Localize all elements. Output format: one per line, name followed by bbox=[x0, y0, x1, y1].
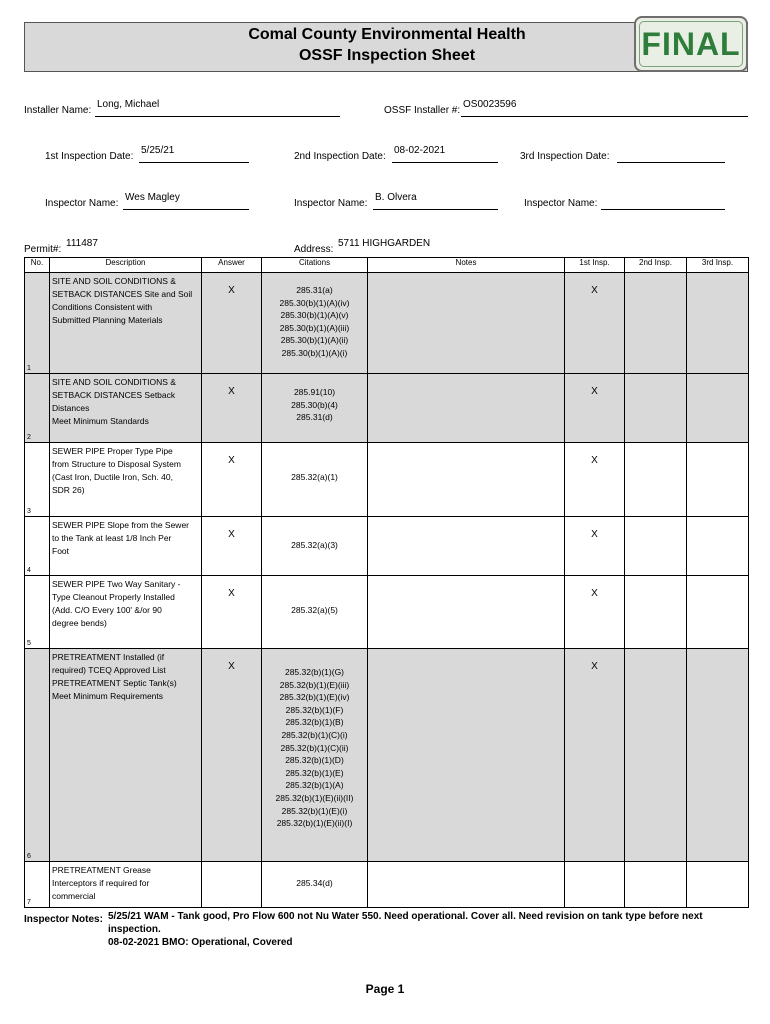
inspection3-date-line bbox=[617, 162, 725, 163]
row-answer[interactable]: X bbox=[202, 374, 262, 443]
row-number: 1 bbox=[25, 273, 50, 374]
table-row bbox=[25, 862, 749, 908]
table-row bbox=[25, 517, 749, 576]
form-subtitle: OSSF Inspection Sheet bbox=[298, 47, 476, 64]
row-citations: 285.32(a)(3) bbox=[262, 517, 368, 576]
row-citations: 285.31(a) 285.30(b)(1)(A)(iv) 285.30(b)(1)(A)(v) 285.30(b)(1)(A)(iii) 285.30(b)(1)(A)(ii) 285.30(b)(1)(A)(i) bbox=[262, 273, 368, 374]
row-number: 3 bbox=[25, 443, 50, 517]
row-insp2[interactable] bbox=[625, 576, 687, 649]
row-notes[interactable] bbox=[368, 649, 565, 862]
col-notes-header: Notes bbox=[368, 258, 565, 273]
inspector1-value[interactable]: Wes Magley bbox=[125, 192, 180, 203]
inspection2-date-value[interactable]: 08-02-2021 bbox=[394, 145, 446, 156]
row-description: SEWER PIPE Slope from the Sewer to the Tank at least 1/8 Inch Per Foot bbox=[50, 517, 202, 576]
row-citations: 285.91(10) 285.30(b)(4) 285.31(d) bbox=[262, 374, 368, 443]
row-notes[interactable] bbox=[368, 517, 565, 576]
row-citations: 285.32(b)(1)(G) 285.32(b)(1)(E)(iii) 285.32(b)(1)(E)(iv) 285.32(b)(1)(F) 285.32(b)(1)(B) 285.32(b)(1)(C)(i) 285.32(b)(1)(C)(ii) 285.32(b)(1)(D) 285.32(b)(1)(E) 285.32(b)(1)(A) 285.32(b)(1)(E)(ii)(II) 285.32(b)(1)(E)(i) 285.32(b)(1)(E)(ii)(I) bbox=[262, 649, 368, 862]
table-row bbox=[25, 443, 749, 517]
row-answer[interactable] bbox=[202, 862, 262, 908]
row-description: SITE AND SOIL CONDITIONS & SETBACK DISTANCES Site and Soil Conditions Consistent with Submitted Planning Materials bbox=[50, 273, 202, 374]
row-insp1[interactable]: X bbox=[565, 443, 625, 517]
row-number: 2 bbox=[25, 374, 50, 443]
row-insp3[interactable] bbox=[687, 649, 749, 862]
inspection2-date-line bbox=[392, 162, 498, 163]
row-insp1[interactable]: X bbox=[565, 576, 625, 649]
inspector1-line bbox=[123, 209, 249, 210]
row-insp1[interactable] bbox=[565, 862, 625, 908]
row-notes[interactable] bbox=[368, 443, 565, 517]
inspection1-date-line bbox=[139, 162, 249, 163]
inspector2-line bbox=[373, 209, 498, 210]
row-insp1[interactable]: X bbox=[565, 649, 625, 862]
row-answer[interactable]: X bbox=[202, 517, 262, 576]
inspection1-date-value[interactable]: 5/25/21 bbox=[141, 145, 175, 156]
address-label: Address: bbox=[294, 244, 334, 255]
inspection3-date-label: 3rd Inspection Date: bbox=[520, 151, 610, 162]
col-description-header: Description bbox=[50, 258, 202, 273]
row-citations: 285.32(a)(5) bbox=[262, 576, 368, 649]
inspection1-date-label: 1st Inspection Date: bbox=[45, 151, 134, 162]
inspector2-value[interactable]: B. Olvera bbox=[375, 192, 417, 203]
row-number: 5 bbox=[25, 576, 50, 649]
row-description: PRETREATMENT Grease Interceptors if required for commercial bbox=[50, 862, 202, 908]
col-insp3-header: 3rd Insp. bbox=[687, 258, 749, 273]
table-row bbox=[25, 273, 749, 374]
row-number: 6 bbox=[25, 649, 50, 862]
row-insp3[interactable] bbox=[687, 576, 749, 649]
col-insp2-header: 2nd Insp. bbox=[625, 258, 687, 273]
table-header-row bbox=[25, 258, 749, 273]
ossf-installer-value[interactable]: OS0023596 bbox=[463, 99, 517, 110]
row-insp2[interactable] bbox=[625, 649, 687, 862]
row-notes[interactable] bbox=[368, 374, 565, 443]
row-insp2[interactable] bbox=[625, 273, 687, 374]
inspector-notes-label: Inspector Notes: bbox=[24, 914, 103, 925]
row-notes[interactable] bbox=[368, 576, 565, 649]
row-insp3[interactable] bbox=[687, 273, 749, 374]
page-number: Page 1 bbox=[365, 982, 405, 996]
address-value[interactable]: 5711 HIGHGARDEN bbox=[338, 238, 431, 249]
row-insp3[interactable] bbox=[687, 862, 749, 908]
row-number: 7 bbox=[25, 862, 50, 908]
row-answer[interactable]: X bbox=[202, 273, 262, 374]
form-title: Comal County Environmental Health bbox=[248, 26, 526, 43]
row-notes[interactable] bbox=[368, 862, 565, 908]
row-insp3[interactable] bbox=[687, 374, 749, 443]
permit-value[interactable]: 111487 bbox=[66, 238, 98, 249]
row-insp2[interactable] bbox=[625, 862, 687, 908]
row-insp3[interactable] bbox=[687, 443, 749, 517]
row-description: SEWER PIPE Two Way Sanitary - Type Cleanout Properly Installed (Add. C/O Every 100' &/or 90 degree bends) bbox=[50, 576, 202, 649]
row-insp1[interactable]: X bbox=[565, 273, 625, 374]
permit-label: Permit#: bbox=[24, 244, 62, 255]
row-answer[interactable]: X bbox=[202, 649, 262, 862]
col-citations-header: Citations bbox=[262, 258, 368, 273]
row-citations: 285.34(d) bbox=[262, 862, 368, 908]
row-description: SEWER PIPE Proper Type Pipe from Structure to Disposal System (Cast Iron, Ductile Iron, Sch. 40, SDR 26) bbox=[50, 443, 202, 517]
col-no-header: No. bbox=[25, 258, 50, 273]
installer-name-line bbox=[95, 116, 340, 117]
col-answer-header: Answer bbox=[202, 258, 262, 273]
inspector-notes-text[interactable]: 5/25/21 WAM - Tank good, Pro Flow 600 not Nu Water 550. Need operational. Cover all. Need revision on tank type before next inspection. 08-02-2021 BMO: Operational, Covered bbox=[108, 911, 703, 948]
inspector3-line bbox=[601, 209, 725, 210]
inspector2-label: Inspector Name: bbox=[294, 198, 368, 209]
row-notes[interactable] bbox=[368, 273, 565, 374]
ossf-installer-label: OSSF Installer #: bbox=[384, 105, 461, 116]
inspector1-label: Inspector Name: bbox=[45, 198, 119, 209]
row-citations: 285.32(a)(1) bbox=[262, 443, 368, 517]
installer-name-label: Installer Name: bbox=[24, 105, 92, 116]
final-stamp bbox=[634, 16, 748, 72]
row-insp2[interactable] bbox=[625, 443, 687, 517]
row-insp1[interactable]: X bbox=[565, 517, 625, 576]
final-stamp-text: FINAL bbox=[641, 26, 741, 62]
row-description: SITE AND SOIL CONDITIONS & SETBACK DISTANCES Setback Distances Meet Minimum Standards bbox=[50, 374, 202, 443]
table-row bbox=[25, 374, 749, 443]
row-description: PRETREATMENT Installed (if required) TCEQ Approved List PRETREATMENT Septic Tank(s) Meet Minimum Requirements bbox=[50, 649, 202, 862]
table-row bbox=[25, 649, 749, 862]
inspector3-label: Inspector Name: bbox=[524, 198, 598, 209]
row-insp3[interactable] bbox=[687, 517, 749, 576]
row-insp2[interactable] bbox=[625, 374, 687, 443]
inspection2-date-label: 2nd Inspection Date: bbox=[294, 151, 386, 162]
inspection-table bbox=[24, 257, 749, 908]
ossf-installer-line bbox=[461, 116, 748, 117]
row-answer[interactable]: X bbox=[202, 576, 262, 649]
row-number: 4 bbox=[25, 517, 50, 576]
installer-name-value[interactable]: Long, Michael bbox=[97, 99, 160, 110]
row-insp1[interactable]: X bbox=[565, 374, 625, 443]
row-insp2[interactable] bbox=[625, 517, 687, 576]
row-answer[interactable]: X bbox=[202, 443, 262, 517]
table-row bbox=[25, 576, 749, 649]
col-insp1-header: 1st Insp. bbox=[565, 258, 625, 273]
